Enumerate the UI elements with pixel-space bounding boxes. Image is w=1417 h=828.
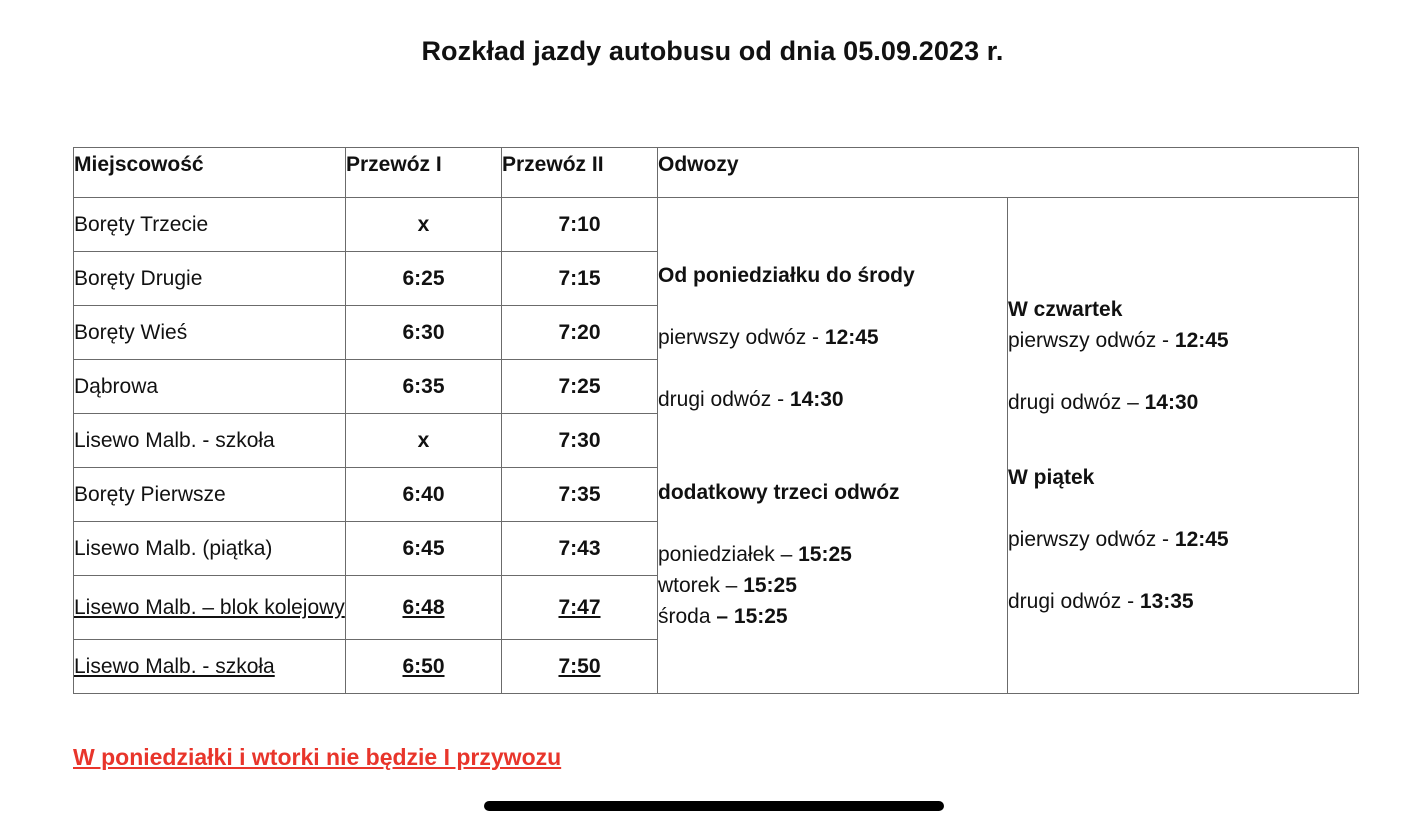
table-row	[74, 198, 1359, 252]
tuesday-label: wtorek –	[658, 573, 744, 597]
row-transport-2: 7:43	[502, 522, 658, 576]
header-transport-2: Przewóz II	[502, 148, 658, 198]
thursday-second-return	[1008, 387, 1358, 418]
tuesday-return	[658, 570, 1007, 601]
mon-wed-second-return	[658, 384, 1007, 415]
row-place: Boręty Wieś	[74, 306, 346, 360]
friday-heading: W piątek	[1008, 466, 1095, 489]
row-place: Lisewo Malb. - szkoła	[74, 640, 346, 694]
friday-first-label: pierwszy odwóz -	[1008, 528, 1175, 551]
mon-wed-first-return	[658, 322, 1007, 353]
row-transport-1: 6:25	[346, 252, 502, 306]
row-transport-2: 7:20	[502, 306, 658, 360]
row-transport-2: 7:25	[502, 360, 658, 414]
tuesday-time: 15:25	[743, 573, 797, 597]
home-indicator[interactable]	[484, 801, 944, 811]
thursday-first-label: pierwszy odwóz -	[1008, 329, 1175, 352]
friday-first-time: 12:45	[1174, 528, 1229, 551]
thursday-first-return	[1008, 325, 1358, 356]
row-transport-1: x	[346, 414, 502, 468]
row-place: Boręty Drugie	[74, 252, 346, 306]
row-transport-2: 7:30	[502, 414, 658, 468]
row-transport-2: 7:47	[502, 576, 658, 640]
second-return-label: drugi odwóz -	[658, 387, 790, 411]
thursday-second-label: drugi odwóz –	[1008, 391, 1145, 414]
returns-thu-fri	[1008, 198, 1359, 694]
row-place: Dąbrowa	[74, 360, 346, 414]
wednesday-label: środa	[658, 604, 717, 628]
table-header-row	[74, 148, 1359, 198]
row-transport-1: 6:50	[346, 640, 502, 694]
thursday-heading: W czwartek	[1008, 298, 1123, 321]
friday-second-time: 13:35	[1139, 590, 1194, 613]
row-transport-1: x	[346, 198, 502, 252]
extra-return-heading: dodatkowy trzeci odwóz	[658, 480, 900, 504]
no-transport-note: W poniedziałki i wtorki nie będzie I przywozu	[73, 744, 562, 770]
first-return-label: pierwszy odwóz -	[658, 325, 825, 349]
mon-wed-heading: Od poniedziałku do środy	[658, 263, 915, 287]
row-transport-2: 7:10	[502, 198, 658, 252]
row-transport-1: 6:30	[346, 306, 502, 360]
row-transport-1: 6:35	[346, 360, 502, 414]
returns-mon-wed	[658, 198, 1008, 694]
row-place: Lisewo Malb. - szkoła	[74, 414, 346, 468]
second-return-time: 14:30	[789, 387, 844, 411]
row-transport-2: 7:35	[502, 468, 658, 522]
friday-second-label: drugi odwóz -	[1008, 590, 1140, 613]
wednesday-return	[658, 601, 1007, 632]
header-place: Miejscowość	[74, 148, 346, 198]
header-transport-1: Przewóz I	[346, 148, 502, 198]
row-transport-1: 6:48	[346, 576, 502, 640]
first-return-time: 12:45	[824, 325, 879, 349]
monday-label: poniedziałek –	[658, 542, 799, 566]
monday-time: 15:25	[798, 542, 852, 566]
row-place: Boręty Pierwsze	[74, 468, 346, 522]
row-place: Lisewo Malb. (piątka)	[74, 522, 346, 576]
page-title: Rozkład jazdy autobusu od dnia 05.09.2023 r.	[421, 36, 1004, 66]
friday-first-return	[1008, 524, 1358, 555]
thursday-second-time: 14:30	[1144, 391, 1199, 414]
monday-return	[658, 539, 1007, 570]
row-transport-2: 7:15	[502, 252, 658, 306]
row-transport-1: 6:40	[346, 468, 502, 522]
header-returns: Odwozy	[658, 148, 1359, 198]
row-place: Boręty Trzecie	[74, 198, 346, 252]
row-place: Lisewo Malb. – blok kolejowy	[74, 576, 346, 640]
friday-second-return	[1008, 586, 1358, 617]
schedule-table	[73, 147, 1359, 694]
row-transport-2: 7:50	[502, 640, 658, 694]
wednesday-time: – 15:25	[716, 604, 788, 628]
row-transport-1: 6:45	[346, 522, 502, 576]
thursday-first-time: 12:45	[1174, 329, 1229, 352]
